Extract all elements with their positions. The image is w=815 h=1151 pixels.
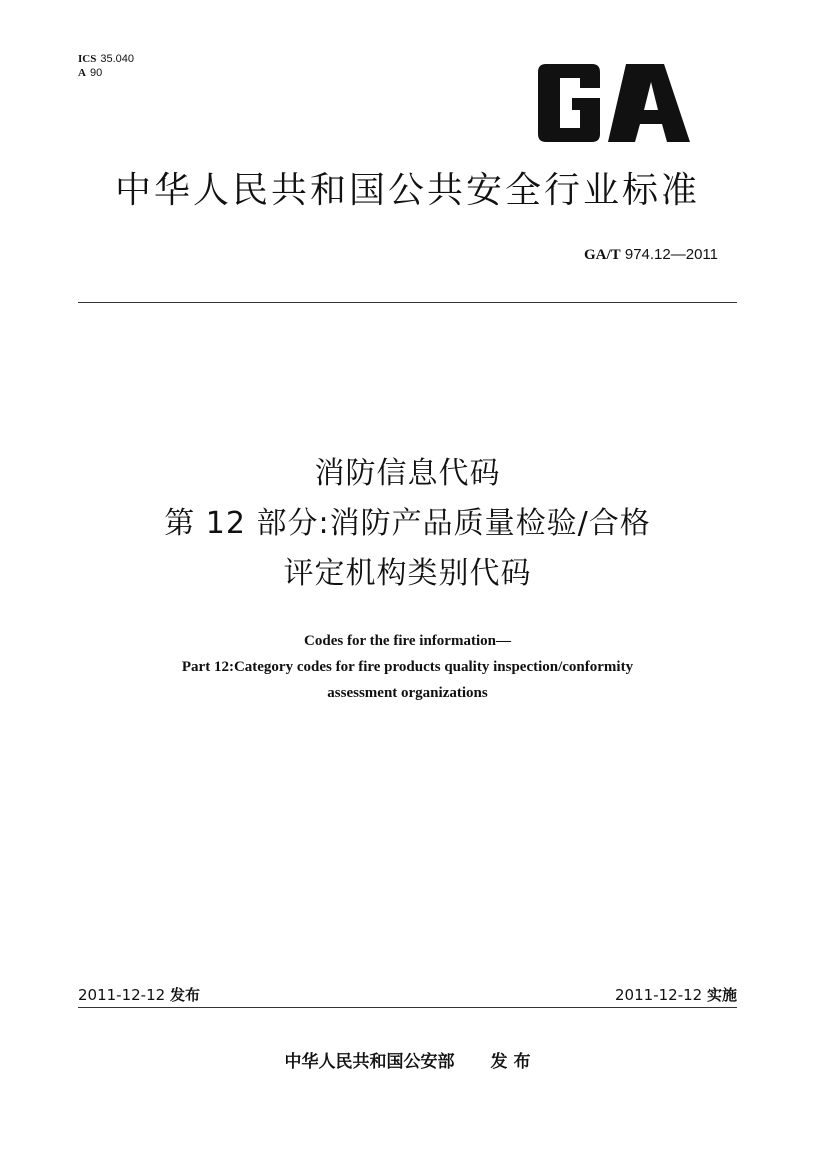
- document-title-cn: [60, 449, 755, 599]
- title-en-line-1: Codes for the fire information—: [304, 633, 511, 649]
- title-en-line-2: Part 12:Category codes for fire products quality inspection/conformity: [181, 659, 634, 675]
- issuer-organization: 中华人民共和国公安部: [284, 1052, 455, 1072]
- bottom-divider: [78, 1007, 737, 1008]
- title-en-line-3: assessment organizations: [327, 685, 488, 701]
- ics-code-line: [78, 52, 134, 66]
- document-title-en: [60, 628, 755, 706]
- ics-code: 35.040: [100, 53, 134, 65]
- issue-date: [78, 984, 200, 1005]
- ccs-code-line: [78, 66, 134, 80]
- implement-date: [615, 984, 737, 1005]
- standard-number: [584, 246, 718, 264]
- issue-date-value: 2011-12-12: [78, 986, 166, 1004]
- title-cn-line-1: 消防信息代码: [314, 456, 501, 491]
- standard-number-prefix: GA/T: [584, 247, 621, 263]
- issuer: [60, 1047, 755, 1072]
- classification-codes: [78, 52, 134, 80]
- top-divider: [78, 302, 737, 303]
- ccs-code: 90: [89, 67, 103, 79]
- ccs-label: A: [78, 67, 86, 79]
- ga-logo-g: [538, 64, 600, 142]
- ga-logo: [534, 64, 692, 142]
- issuer-action: 发 布: [490, 1052, 531, 1072]
- standard-title: 中华人民共和国公共安全行业标准: [114, 170, 700, 211]
- issue-date-word: 发布: [169, 986, 200, 1004]
- title-cn-line-3: 评定机构类别代码: [283, 556, 532, 591]
- implement-date-word: 实施: [706, 986, 737, 1004]
- standard-number-value: 974.12—2011: [624, 246, 718, 263]
- implement-date-value: 2011-12-12: [615, 986, 703, 1004]
- ics-label: ICS: [78, 53, 97, 65]
- ga-logo-a: [608, 64, 690, 142]
- title-cn-line-2: 第 12 部分:消防产品质量检验/合格: [164, 506, 651, 541]
